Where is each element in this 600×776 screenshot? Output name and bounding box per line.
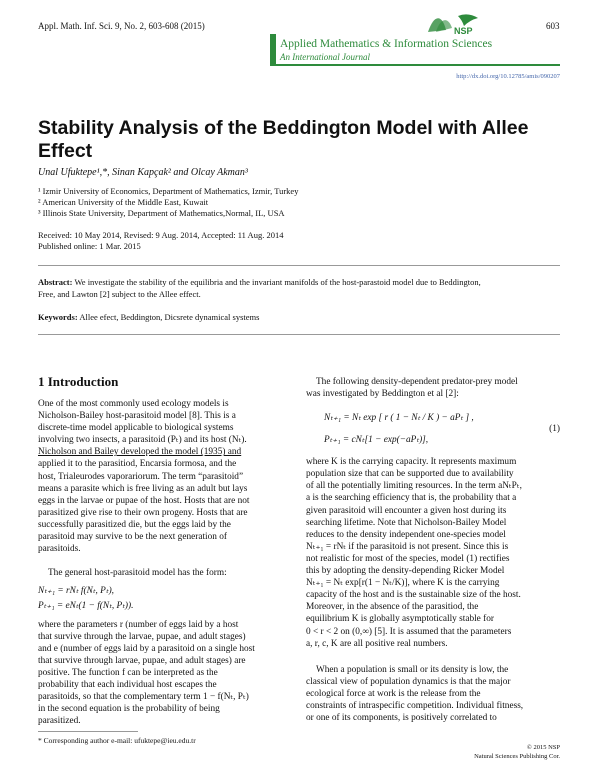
- body-line: equilibrium K is globally asymptotically stable for: [306, 614, 494, 625]
- body-line: where K is the carrying capacity. It represents maximum: [306, 457, 517, 468]
- body-line: of all the potentially limiting resources. In the term aNₜPₜ,: [306, 481, 522, 492]
- body-line: applied it to the parasitiod, Encarsia formosa, and the: [38, 459, 237, 470]
- right-para-1: [306, 456, 560, 650]
- body-line: Nicholson and Bailey developed the model (1935) and: [38, 447, 242, 458]
- body-line: host, Trialeurodes vaporariorum. The term “parasitoid”: [38, 471, 244, 482]
- body-line: discrete-time model applicable to biological systems: [38, 423, 234, 434]
- body-line: searching lifetime. Note that Nicholson-Bailey Model: [306, 517, 507, 528]
- body-line: that survive through the larvae, pupae, and adult stages): [38, 631, 246, 642]
- equation-b: Pₜ₊₁ = eNₜ(1 − f(Nₜ, Pₜ)).: [38, 601, 134, 612]
- affiliation-3: ³ Illinois State University, Department of Mathematics,Normal, IL, USA: [38, 208, 285, 218]
- body-line: means a parasite which is free living as an adult but lays: [38, 483, 248, 494]
- title-line-2: Effect: [38, 140, 93, 162]
- journal-subtitle: An International Journal: [280, 52, 370, 62]
- abstract-text-2: Free, and Lawton [2] subject to the Allee effect.: [38, 289, 201, 299]
- body-line: population size that can be supported due to availability: [306, 469, 514, 480]
- body-line: positive. The function f can be interpreted as the: [38, 667, 218, 678]
- right-para-2: [306, 664, 560, 724]
- body-line: parasitized.: [38, 716, 81, 727]
- body-line: ecological force at work is the release from the: [306, 688, 481, 699]
- copyright-block: [474, 743, 560, 761]
- equation-a: Nₜ₊₁ = rNₜ f(Nₜ, Pₜ),: [38, 586, 115, 597]
- affiliations: [38, 186, 298, 219]
- dates: [38, 230, 283, 252]
- body-line: and e (number of eggs laid by a parasitoid on a single host: [38, 643, 255, 654]
- equation-1: [306, 408, 560, 452]
- body-line: Nₜ₊₁ = Nₜ exp[r(1 − Nₜ/K)], where K is the carrying: [306, 578, 500, 589]
- header-rule: [270, 64, 560, 66]
- abstract-text-1: We investigate the stability of the equilibria and the invariant manifolds of the host-parastoid model due to Beddington,: [74, 277, 481, 287]
- title-line-1: Stability Analysis of the Beddington Model with Allee: [38, 117, 529, 139]
- body-line: The following density-dependent predator-prey model: [316, 377, 518, 387]
- body-line: not realistic for most of the species, model (1) rectifies: [306, 553, 510, 564]
- keywords-label: Keywords:: [38, 312, 78, 322]
- dates-received: Received: 10 May 2014, Revised: 9 Aug. 2014, Accepted: 11 Aug. 2014: [38, 230, 284, 240]
- body-line: a, r, c, K are all positive real numbers.: [306, 638, 448, 649]
- body-line: where the parameters r (number of eggs laid by a host: [38, 619, 239, 630]
- body-line: One of the most commonly used ecology models is: [38, 399, 229, 409]
- nsp-logo: [424, 10, 488, 38]
- left-para-2: The general host-parasitoid model has the form:: [48, 568, 227, 579]
- affiliation-1: ¹ Izmir University of Economics, Department of Mathematics, Izmir, Turkey: [38, 186, 299, 196]
- body-line: this by adopting the density-depending Ricker Model: [306, 566, 505, 577]
- body-line: reduces to the density independent one-species model: [306, 529, 506, 540]
- body-line: constraints of intraspecific competition. Individual fitness,: [306, 700, 524, 711]
- body-line: classical view of population dynamics is that the major: [306, 676, 511, 687]
- body-line: that survive through larvae, pupae, and adult stages) are: [38, 655, 246, 666]
- equation-1-top: Nₜ₊₁ = Nₜ exp [ r ( 1 − Nₜ / K ) − aPₜ ] ,: [324, 413, 474, 424]
- body-line: given parasitoid will encounter a given host during its: [306, 505, 507, 516]
- body-line: parasitized give rise to their own progeny. Hosts that are: [38, 507, 248, 518]
- body-line: a is the searching efficiency that is, the probability that a: [306, 493, 517, 504]
- divider-bottom: [38, 334, 560, 335]
- body-line: Nicholson-Bailey host-parasitoid model [8]. This is a: [38, 411, 236, 422]
- divider-top: [38, 265, 560, 266]
- body-line: 0 < r < 2 on (0,∞) [5]. It is assumed that the parameters: [306, 626, 512, 637]
- affiliation-2: ² American University of the Middle East, Kuwait: [38, 197, 209, 207]
- body-line: parasitoids.: [38, 544, 81, 555]
- running-citation: Appl. Math. Inf. Sci. 9, No. 2, 603-608 (2015): [38, 21, 205, 31]
- paper-title: [38, 117, 528, 163]
- body-line: or one of its components, is positively correlated to: [306, 713, 497, 724]
- corresponding-author: * Corresponding author e-mail: ufuktepe@ieu.edu.tr: [38, 736, 196, 745]
- abstract-label: Abstract:: [38, 277, 73, 287]
- authors: Unal Ufuktepe¹,*, Sinan Kapçak² and Olcay Akman³: [38, 167, 248, 178]
- section-heading: 1 Introduction: [38, 374, 119, 389]
- keywords: [38, 311, 259, 323]
- keywords-text: Allee efect, Beddington, Dicsrete dynamical systems: [79, 312, 260, 322]
- left-para-3: [38, 619, 292, 728]
- body-line: Nₜ₊₁ = rNₜ if the parasitoid is not present. Since this is: [306, 541, 509, 552]
- journal-name: Applied Mathematics & Information Sciences: [280, 38, 493, 50]
- body-line: When a population is small or its density is low, the: [316, 664, 509, 675]
- body-line: eggs in the larvae or pupae of the host. Hosts that are not: [38, 495, 250, 506]
- doi-link[interactable]: http://dx.doi.org/10.12785/amis/090207: [456, 73, 560, 80]
- equation-number: (1): [549, 424, 560, 435]
- dates-published: Published online: 1 Mar. 2015: [38, 241, 141, 251]
- body-line: was investigated by Beddington et al [2]:: [306, 389, 459, 400]
- body-line: in the second equation is the probability of being: [38, 704, 220, 715]
- abstract: [38, 276, 560, 300]
- publisher: Natural Sciences Publishing Cor.: [474, 753, 560, 760]
- body-line: probability that each individual host escapes the: [38, 679, 217, 690]
- left-column: [38, 398, 292, 727]
- body-line: Moreover, in the absence of the parasitiod, the: [306, 602, 479, 613]
- logo-text: NSP: [454, 26, 473, 36]
- body-line: involving two insects, a parasitoid (Pₜ) and its host (Nₜ).: [38, 435, 247, 446]
- body-line: parasitoid may survive to be the next generation of: [38, 532, 227, 543]
- right-column: [306, 376, 560, 724]
- body-line: successfully parasitized die, but the eggs laid by the: [38, 519, 231, 530]
- copyright: © 2015 NSP: [526, 744, 560, 751]
- footnote-rule: [38, 731, 138, 732]
- left-para-1: [38, 398, 292, 555]
- body-line: parasitoids, so that the complementary term 1 − f(Nₜ, Pₜ): [38, 692, 249, 703]
- header-bar: [270, 34, 276, 64]
- equation-1-bottom: Pₜ₊₁ = cNₜ[1 − exp(−aPₜ)],: [324, 435, 429, 446]
- body-line: capacity of the host and is the sustainable size of the host.: [306, 590, 521, 601]
- page-number: 603: [546, 21, 560, 31]
